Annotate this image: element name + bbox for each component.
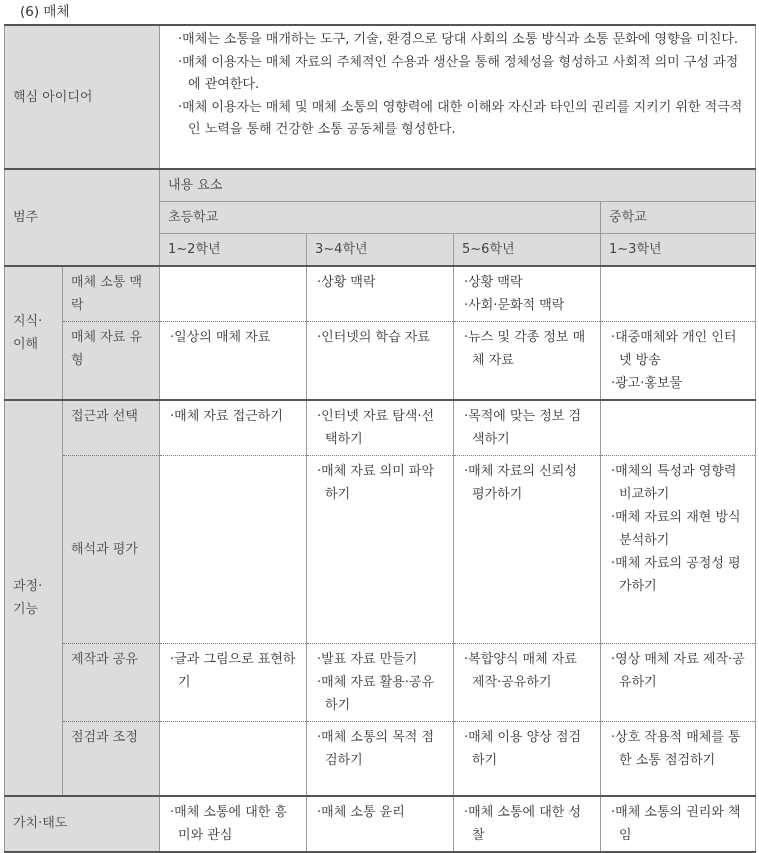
- content-cell: [601, 400, 756, 456]
- content-item: ·매체 소통 윤리: [317, 804, 405, 820]
- content-item: ·발표 자료 만들기: [317, 652, 418, 667]
- grade-header: 1~2학년: [160, 234, 307, 267]
- content-cell: [454, 722, 601, 796]
- content-item: ·매체 소통의 목적 점검하기: [317, 730, 435, 768]
- content-item: ·인터넷 자료 탐색·선택하기: [317, 409, 435, 447]
- content-cell: [307, 796, 454, 852]
- content-cell: [454, 456, 601, 644]
- content-cell: [160, 322, 307, 401]
- content-cell: [454, 266, 601, 322]
- content-item: ·매체 자료 의미 파악하기: [317, 464, 435, 502]
- content-item: ·매체 소통에 대한 성찰: [464, 804, 582, 843]
- content-item: ·매체 자료의 신뢰성 평가하기: [464, 464, 577, 502]
- content-item: ·매체 자료의 재현 방식 분석하기: [611, 510, 741, 548]
- elementary-header: 초등학교: [160, 202, 601, 234]
- content-item: ·매체 자료 활용·공유하기: [317, 675, 435, 713]
- section-title: (6) 매체: [20, 4, 70, 20]
- category-header: 범주: [5, 169, 160, 266]
- content-cell: [454, 644, 601, 722]
- content-item: ·매체 이용 양상 점검하기: [464, 730, 582, 768]
- content-item: ·인터넷의 학습 자료: [317, 330, 430, 345]
- content-item: ·사회·문화적 맥락: [464, 298, 565, 313]
- content-item: ·목적에 맞는 정보 검색하기: [464, 409, 582, 447]
- grade-header: 5~6학년: [454, 234, 601, 267]
- content-cell: [454, 322, 601, 401]
- content-cell: [601, 456, 756, 644]
- content-cell: [454, 796, 601, 852]
- content-item: ·매체의 특성과 영향력 비교하기: [611, 464, 737, 502]
- subcategory-label: 접근과 선택: [63, 400, 160, 456]
- content-item: ·일상의 매체 자료: [170, 330, 271, 345]
- content-item: ·대중매체와 개인 인터넷 방송: [611, 330, 737, 368]
- content-cell: [601, 266, 756, 322]
- content-cell: [160, 722, 307, 796]
- content-cell: [307, 456, 454, 644]
- content-item: ·영상 매체 자료 제작·공유하기: [611, 652, 745, 690]
- content-cell: [160, 400, 307, 456]
- content-item: ·뉴스 및 각종 정보 매체 자료: [464, 330, 586, 368]
- content-item: ·글과 그림으로 표현하기: [170, 652, 296, 690]
- content-cell: [160, 796, 307, 852]
- content-item: ·매체 소통에 대한 흥미와 관심: [170, 804, 288, 843]
- content-item: ·매체 소통의 권리와 책임: [611, 804, 741, 843]
- content-item: ·상호 작용적 매체를 통한 소통 점검하기: [611, 730, 741, 768]
- content-cell: [160, 266, 307, 322]
- grade-header: 1~3학년: [601, 234, 756, 267]
- group-value: 가치·태도: [5, 796, 160, 852]
- group-process: 과정·기능: [5, 400, 63, 796]
- core-idea-bullet: ·매체 이용자는 매체 자료의 주체적인 수용과 생산을 통해 정체성을 형성하고 사회적 의미 구성 과정에 관여한다.: [178, 54, 739, 92]
- content-cell: [601, 322, 756, 401]
- subcategory-label: 매체 소통 맥락: [63, 266, 160, 322]
- content-cell: [601, 644, 756, 722]
- content-cell: [307, 400, 454, 456]
- content-cell: [454, 400, 601, 456]
- middle-school-header: 중학교: [601, 202, 756, 234]
- group-knowledge: 지식·이해: [5, 266, 63, 400]
- core-idea-bullet: ·매체 이용자는 매체 및 매체 소통의 영향력에 대한 이해와 자신과 타인의 권리를 지키기 위한 적극적인 노력을 통해 건강한 소통 공동체를 형성한다.: [178, 99, 743, 137]
- subcategory-label: 제작과 공유: [63, 644, 160, 722]
- core-idea-label: 핵심 아이디어: [5, 25, 160, 169]
- content-item: ·매체 자료의 공정성 평가하기: [611, 556, 741, 594]
- content-elements-header: 내용 요소: [160, 169, 756, 202]
- content-cell: [160, 456, 307, 644]
- content-cell: [601, 796, 756, 852]
- content-cell: [307, 722, 454, 796]
- grade-header: 3~4학년: [307, 234, 454, 267]
- subcategory-label: 해석과 평가: [63, 456, 160, 644]
- content-item: ·상황 맥락: [317, 275, 376, 290]
- content-item: ·상황 맥락: [464, 275, 523, 290]
- core-idea-content: [160, 25, 756, 169]
- content-cell: [601, 722, 756, 796]
- content-cell: [307, 322, 454, 401]
- content-cell: [160, 644, 307, 722]
- content-cell: [307, 266, 454, 322]
- curriculum-table: [4, 24, 756, 853]
- subcategory-label: 매체 자료 유형: [63, 322, 160, 401]
- content-item: ·매체 자료 접근하기: [170, 409, 283, 424]
- content-item: ·광고·홍보물: [611, 376, 683, 391]
- subcategory-label: 점검과 조정: [63, 722, 160, 796]
- core-idea-bullet: ·매체는 소통을 매개하는 도구, 기술, 환경으로 당대 사회의 소통 방식과 소통 문화에 영향을 미친다.: [178, 32, 739, 47]
- content-item: ·복합양식 매체 자료 제작·공유하기: [464, 652, 577, 690]
- content-cell: [307, 644, 454, 722]
